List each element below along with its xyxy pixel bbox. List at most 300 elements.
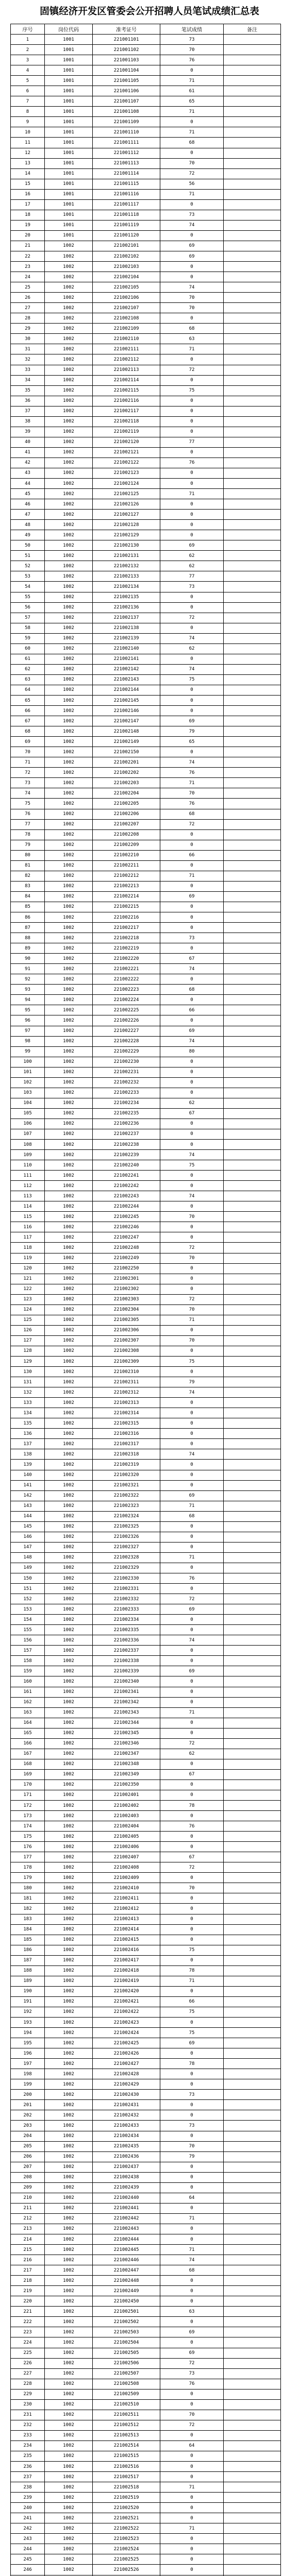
cell-post-code: 1002: [45, 1646, 93, 1656]
cell-exam-number: 221002432: [93, 2110, 160, 2121]
cell-written-score: 73: [160, 582, 224, 592]
cell-written-score: 78: [160, 1965, 224, 1976]
cell-seq: 4: [11, 65, 45, 76]
cell-seq: 101: [11, 1067, 45, 1077]
cell-exam-number: 221002138: [93, 623, 160, 633]
cell-seq: 181: [11, 1893, 45, 1904]
cell-remarks: [224, 1325, 281, 1335]
cell-remarks: [224, 2523, 281, 2534]
cell-exam-number: 221002223: [93, 985, 160, 995]
cell-post-code: 1002: [45, 1449, 93, 1460]
cell-written-score: 75: [160, 1945, 224, 1955]
table-row: [11, 1026, 281, 1036]
cell-seq: 183: [11, 1914, 45, 1924]
cell-exam-number: 221002246: [93, 1222, 160, 1232]
cell-post-code: 1002: [45, 2317, 93, 2327]
cell-written-score: 0: [160, 1201, 224, 1212]
cell-seq: 92: [11, 974, 45, 985]
cell-remarks: [224, 1067, 281, 1077]
cell-remarks: [224, 479, 281, 489]
cell-post-code: 1002: [45, 1594, 93, 1604]
cell-written-score: 0: [160, 1893, 224, 1904]
cell-post-code: 1002: [45, 1160, 93, 1171]
cell-remarks: [224, 2441, 281, 2451]
cell-exam-number: 221001115: [93, 179, 160, 189]
cell-remarks: [224, 1140, 281, 1150]
cell-exam-number: 221002525: [93, 2554, 160, 2565]
cell-written-score: 71: [160, 189, 224, 199]
cell-remarks: [224, 127, 281, 138]
cell-post-code: 1002: [45, 757, 93, 768]
cell-exam-number: 221002247: [93, 1232, 160, 1243]
table-row: [11, 923, 281, 933]
cell-exam-number: 221002522: [93, 2523, 160, 2534]
cell-written-score: 0: [160, 2286, 224, 2296]
cell-exam-number: 221002150: [93, 747, 160, 757]
cell-exam-number: 221002315: [93, 1418, 160, 1429]
cell-exam-number: 221002430: [93, 2090, 160, 2100]
cell-seq: 109: [11, 1150, 45, 1160]
cell-exam-number: 221002231: [93, 1067, 160, 1077]
cell-seq: 58: [11, 623, 45, 633]
cell-written-score: 69: [160, 1666, 224, 1676]
cell-remarks: [224, 799, 281, 809]
cell-written-score: 0: [160, 623, 224, 633]
cell-post-code: 1002: [45, 2110, 93, 2121]
cell-post-code: 1002: [45, 809, 93, 819]
table-row: [11, 1542, 281, 1552]
cell-written-score: 0: [160, 479, 224, 489]
cell-seq: 185: [11, 1935, 45, 1945]
cell-written-score: 0: [160, 2069, 224, 2079]
cell-remarks: [224, 2451, 281, 2461]
cell-remarks: [224, 1707, 281, 1718]
table-row: [11, 1015, 281, 1026]
cell-written-score: 0: [160, 1398, 224, 1408]
cell-post-code: 1002: [45, 1171, 93, 1181]
table-row: [11, 1552, 281, 1563]
table-row: [11, 117, 281, 127]
cell-post-code: 1002: [45, 272, 93, 282]
cell-post-code: 1002: [45, 1036, 93, 1046]
cell-seq: 236: [11, 2462, 45, 2472]
cell-post-code: 1002: [45, 282, 93, 293]
table-row: [11, 468, 281, 478]
cell-post-code: 1002: [45, 1057, 93, 1067]
cell-written-score: 0: [160, 2513, 224, 2523]
cell-remarks: [224, 2565, 281, 2575]
table-row: [11, 2059, 281, 2069]
cell-remarks: [224, 664, 281, 674]
table-row: [11, 551, 281, 561]
table-row: [11, 520, 281, 530]
table-row: [11, 1532, 281, 1542]
cell-exam-number: 221002316: [93, 1429, 160, 1439]
cell-post-code: 1002: [45, 2544, 93, 2554]
cell-exam-number: 221002320: [93, 1470, 160, 1480]
cell-written-score: 0: [160, 1460, 224, 1470]
cell-remarks: [224, 1501, 281, 1511]
cell-exam-number: 221002303: [93, 1294, 160, 1304]
table-row: [11, 76, 281, 86]
cell-remarks: [224, 1718, 281, 1728]
cell-post-code: 1002: [45, 2121, 93, 2131]
cell-post-code: 1002: [45, 540, 93, 551]
cell-post-code: 1002: [45, 2193, 93, 2203]
cell-written-score: 0: [160, 1955, 224, 1965]
cell-seq: 182: [11, 1904, 45, 1914]
table-row: [11, 282, 281, 293]
cell-written-score: 68: [160, 1511, 224, 1521]
table-row: [11, 1790, 281, 1800]
table-row: [11, 2379, 281, 2389]
table-row: [11, 241, 281, 251]
cell-post-code: 1002: [45, 396, 93, 406]
cell-remarks: [224, 1232, 281, 1243]
cell-exam-number: 221002118: [93, 416, 160, 427]
table-row: [11, 293, 281, 303]
table-row: [11, 1036, 281, 1046]
cell-written-score: 77: [160, 571, 224, 582]
cell-written-score: 0: [160, 1480, 224, 1490]
table-row: [11, 850, 281, 860]
table-row: [11, 1232, 281, 1243]
cell-written-score: 74: [160, 633, 224, 643]
table-row: [11, 396, 281, 406]
cell-exam-number: 221002435: [93, 2141, 160, 2151]
cell-exam-number: 221002415: [93, 1935, 160, 1945]
cell-seq: 21: [11, 241, 45, 251]
cell-remarks: [224, 1057, 281, 1067]
cell-remarks: [224, 2337, 281, 2348]
cell-seq: 94: [11, 995, 45, 1005]
cell-remarks: [224, 1625, 281, 1635]
table-row: [11, 819, 281, 829]
cell-exam-number: 221002427: [93, 2059, 160, 2069]
cell-seq: 23: [11, 262, 45, 272]
cell-remarks: [224, 2224, 281, 2234]
table-row: [11, 2462, 281, 2472]
table-row: [11, 2327, 281, 2337]
cell-post-code: 1002: [45, 1893, 93, 1904]
cell-post-code: 1002: [45, 1232, 93, 1243]
cell-written-score: 0: [160, 974, 224, 985]
table-row: [11, 1883, 281, 1893]
table-row: [11, 2317, 281, 2327]
cell-exam-number: 221002136: [93, 602, 160, 613]
cell-seq: 195: [11, 2038, 45, 2048]
cell-post-code: 1002: [45, 530, 93, 540]
cell-exam-number: 221002112: [93, 354, 160, 365]
table-row: [11, 757, 281, 768]
cell-post-code: 1002: [45, 943, 93, 954]
cell-written-score: 0: [160, 2554, 224, 2565]
cell-post-code: 1002: [45, 860, 93, 871]
header-seq: 序号: [11, 24, 45, 35]
cell-remarks: [224, 344, 281, 354]
cell-post-code: 1002: [45, 1460, 93, 1470]
cell-remarks: [224, 1511, 281, 1521]
cell-post-code: 1002: [45, 1615, 93, 1625]
cell-remarks: [224, 55, 281, 65]
cell-exam-number: 221002144: [93, 685, 160, 695]
cell-exam-number: 221002206: [93, 809, 160, 819]
cell-exam-number: 221002126: [93, 499, 160, 510]
cell-seq: 197: [11, 2059, 45, 2069]
cell-seq: 113: [11, 1191, 45, 1201]
cell-seq: 63: [11, 674, 45, 685]
cell-post-code: 1002: [45, 902, 93, 912]
cell-seq: 155: [11, 1625, 45, 1635]
cell-exam-number: 221002127: [93, 510, 160, 520]
cell-seq: 199: [11, 2079, 45, 2090]
cell-exam-number: 221002214: [93, 891, 160, 902]
cell-exam-number: 221002101: [93, 241, 160, 251]
cell-seq: 52: [11, 561, 45, 571]
cell-exam-number: 221002233: [93, 1088, 160, 1098]
cell-exam-number: 221002429: [93, 2079, 160, 2090]
table-row: [11, 210, 281, 220]
table-row: [11, 1253, 281, 1263]
cell-written-score: 65: [160, 96, 224, 107]
cell-seq: 2: [11, 45, 45, 55]
cell-post-code: 1002: [45, 1212, 93, 1222]
cell-written-score: 67: [160, 1852, 224, 1862]
cell-exam-number: 221001116: [93, 189, 160, 199]
cell-written-score: 0: [160, 1439, 224, 1449]
cell-seq: 188: [11, 1965, 45, 1976]
cell-exam-number: 221002219: [93, 943, 160, 954]
table-row: [11, 1986, 281, 1996]
cell-written-score: 0: [160, 499, 224, 510]
cell-written-score: 0: [160, 592, 224, 602]
cell-remarks: [224, 210, 281, 220]
table-row: [11, 1615, 281, 1625]
table-row: [11, 1439, 281, 1449]
cell-exam-number: 221002348: [93, 1759, 160, 1769]
cell-post-code: 1002: [45, 706, 93, 716]
cell-written-score: 75: [160, 2007, 224, 2017]
cell-exam-number: 221002442: [93, 2213, 160, 2224]
cell-exam-number: 221002513: [93, 2430, 160, 2441]
table-row: [11, 964, 281, 974]
cell-remarks: [224, 1201, 281, 1212]
cell-written-score: 76: [160, 1573, 224, 1583]
cell-remarks: [224, 995, 281, 1005]
table-row: [11, 2131, 281, 2141]
cell-post-code: 1002: [45, 2224, 93, 2234]
cell-exam-number: 221002239: [93, 1150, 160, 1160]
cell-exam-number: 221002119: [93, 427, 160, 437]
cell-seq: 32: [11, 354, 45, 365]
cell-seq: 168: [11, 1759, 45, 1769]
cell-exam-number: 221002450: [93, 2296, 160, 2307]
cell-remarks: [224, 2255, 281, 2265]
header-exam-number: 准考证号: [93, 24, 160, 35]
cell-seq: 170: [11, 1780, 45, 1790]
cell-seq: 34: [11, 375, 45, 385]
cell-written-score: 0: [160, 1181, 224, 1191]
cell-exam-number: 221002211: [93, 860, 160, 871]
cell-exam-number: 221002322: [93, 1490, 160, 1501]
cell-written-score: 0: [160, 1646, 224, 1656]
cell-post-code: 1002: [45, 1077, 93, 1088]
cell-exam-number: 221002135: [93, 592, 160, 602]
cell-post-code: 1002: [45, 602, 93, 613]
cell-post-code: 1002: [45, 1294, 93, 1304]
cell-written-score: 74: [160, 1150, 224, 1160]
cell-post-code: 1002: [45, 1842, 93, 1852]
cell-exam-number: 221002250: [93, 1263, 160, 1274]
cell-exam-number: 221002104: [93, 272, 160, 282]
cell-remarks: [224, 1026, 281, 1036]
cell-written-score: 69: [160, 1604, 224, 1615]
cell-seq: 220: [11, 2296, 45, 2307]
cell-exam-number: 221002445: [93, 2245, 160, 2255]
cell-exam-number: 221002516: [93, 2462, 160, 2472]
cell-written-score: 0: [160, 1118, 224, 1129]
cell-post-code: 1002: [45, 1511, 93, 1521]
cell-written-score: 0: [160, 2079, 224, 2090]
cell-written-score: 71: [160, 1315, 224, 1325]
cell-post-code: 1002: [45, 1852, 93, 1862]
table-row: [11, 1387, 281, 1398]
cell-seq: 215: [11, 2245, 45, 2255]
cell-written-score: 73: [160, 2368, 224, 2379]
table-row: [11, 2224, 281, 2234]
cell-remarks: [224, 737, 281, 747]
cell-exam-number: 221002434: [93, 2131, 160, 2141]
cell-post-code: 1001: [45, 138, 93, 148]
cell-exam-number: 221002414: [93, 1924, 160, 1935]
cell-written-score: 0: [160, 1171, 224, 1181]
table-row: [11, 2441, 281, 2451]
cell-remarks: [224, 520, 281, 530]
cell-post-code: 1002: [45, 881, 93, 891]
table-row: [11, 1697, 281, 1707]
cell-written-score: 68: [160, 809, 224, 819]
table-row: [11, 2172, 281, 2182]
cell-exam-number: 221002433: [93, 2121, 160, 2131]
cell-remarks: [224, 1801, 281, 1811]
cell-written-score: 0: [160, 148, 224, 158]
cell-exam-number: 221002519: [93, 2493, 160, 2503]
cell-remarks: [224, 985, 281, 995]
cell-seq: 123: [11, 1294, 45, 1304]
cell-written-score: 0: [160, 1274, 224, 1284]
cell-post-code: 1002: [45, 1811, 93, 1821]
cell-exam-number: 221002114: [93, 375, 160, 385]
cell-remarks: [224, 2317, 281, 2327]
cell-exam-number: 221002139: [93, 633, 160, 643]
cell-remarks: [224, 1439, 281, 1449]
cell-exam-number: 221001120: [93, 230, 160, 241]
cell-post-code: 1002: [45, 2513, 93, 2523]
cell-seq: 142: [11, 1490, 45, 1501]
table-row: [11, 35, 281, 45]
cell-seq: 219: [11, 2286, 45, 2296]
table-row: [11, 1490, 281, 1501]
cell-post-code: 1002: [45, 2337, 93, 2348]
cell-written-score: 70: [160, 303, 224, 313]
cell-post-code: 1002: [45, 1635, 93, 1646]
cell-remarks: [224, 2534, 281, 2544]
cell-written-score: 72: [160, 1294, 224, 1304]
cell-post-code: 1002: [45, 354, 93, 365]
cell-seq: 204: [11, 2131, 45, 2141]
cell-exam-number: 221002346: [93, 1738, 160, 1749]
cell-seq: 12: [11, 148, 45, 158]
cell-remarks: [224, 1666, 281, 1676]
table-row: [11, 1945, 281, 1955]
cell-seq: 31: [11, 344, 45, 354]
cell-post-code: 1002: [45, 964, 93, 974]
cell-post-code: 1002: [45, 2523, 93, 2534]
cell-exam-number: 221002406: [93, 1842, 160, 1852]
cell-exam-number: 221002440: [93, 2193, 160, 2203]
cell-seq: 133: [11, 1398, 45, 1408]
cell-exam-number: 221002117: [93, 406, 160, 416]
cell-written-score: 62: [160, 551, 224, 561]
table-row: [11, 829, 281, 840]
cell-seq: 173: [11, 1811, 45, 1821]
cell-remarks: [224, 1108, 281, 1118]
table-row: [11, 2234, 281, 2244]
cell-exam-number: 221002106: [93, 293, 160, 303]
cell-remarks: [224, 1263, 281, 1274]
cell-seq: 136: [11, 1429, 45, 1439]
cell-remarks: [224, 303, 281, 313]
cell-remarks: [224, 168, 281, 179]
cell-exam-number: 221002514: [93, 2441, 160, 2451]
cell-written-score: 74: [160, 1036, 224, 1046]
cell-remarks: [224, 406, 281, 416]
cell-post-code: 1002: [45, 1191, 93, 1201]
cell-written-score: 75: [160, 674, 224, 685]
cell-written-score: 74: [160, 664, 224, 674]
cell-remarks: [224, 530, 281, 540]
table-row: [11, 1118, 281, 1129]
cell-exam-number: 221002329: [93, 1563, 160, 1573]
cell-remarks: [224, 2420, 281, 2430]
cell-written-score: 72: [160, 819, 224, 829]
cell-exam-number: 221002302: [93, 1284, 160, 1294]
cell-written-score: 69: [160, 251, 224, 261]
cell-exam-number: 221002226: [93, 1015, 160, 1026]
cell-seq: 187: [11, 1955, 45, 1965]
cell-written-score: 0: [160, 2234, 224, 2244]
cell-written-score: 66: [160, 1005, 224, 1015]
cell-seq: 153: [11, 1604, 45, 1615]
table-row: [11, 737, 281, 747]
cell-written-score: 0: [160, 2503, 224, 2513]
cell-remarks: [224, 1646, 281, 1656]
cell-written-score: 68: [160, 324, 224, 334]
cell-exam-number: 221002341: [93, 1687, 160, 1697]
cell-seq: 239: [11, 2493, 45, 2503]
cell-seq: 93: [11, 985, 45, 995]
cell-post-code: 1002: [45, 324, 93, 334]
cell-exam-number: 221002339: [93, 1666, 160, 1676]
cell-exam-number: 221002448: [93, 2276, 160, 2286]
cell-remarks: [224, 2307, 281, 2317]
cell-seq: 245: [11, 2554, 45, 2565]
cell-seq: 145: [11, 1521, 45, 1532]
cell-exam-number: 221002111: [93, 344, 160, 354]
cell-written-score: 71: [160, 127, 224, 138]
table-row: [11, 1129, 281, 1139]
table-row: [11, 1965, 281, 1976]
